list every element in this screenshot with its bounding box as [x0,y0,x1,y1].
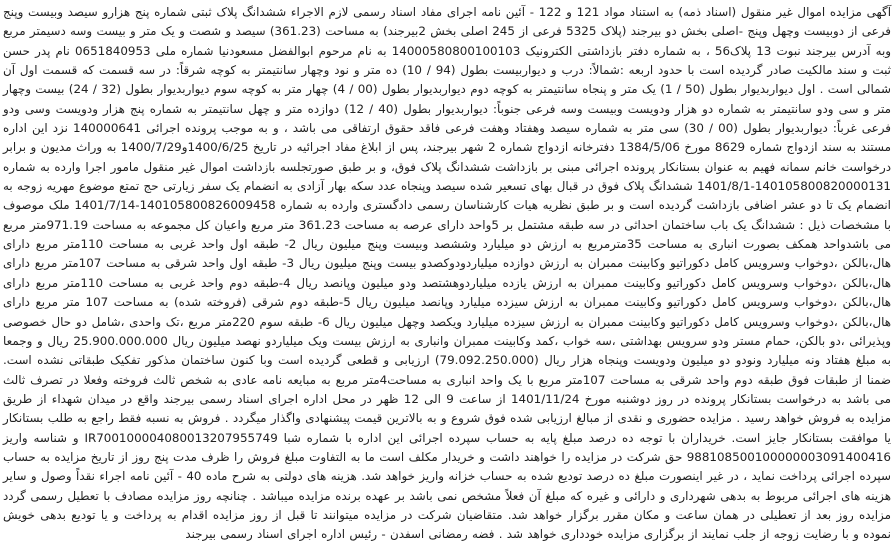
notice-body [3,3,891,548]
notice-text: آگهی مزایده اموال غیر منقول (اسناد ذمه) به استناد مواد 121 و 122 - آئین نامه اجرای مفاد اسناد رسمی لازم الاجراء ششدانگ پلاک ثبتی شماره پنج هزارو سیصد وبیست وپنج فرعی از دوبیست وچهل وپنج -اصلی بخش دو بیرجند (پلاک 5325 فرعی از 245 اصلی بخش 2بیرجند) به مساحت (361.23) سیصد و شصت و یک متر و بیست وسه دسیمتر مربع وبه آدرس بیرجند نبوت 13 پلاک56 ، به شماره دفتر بازداشتی الکترونیک 14000580800100103 به نام مرحوم ابوالفضل مسعودنیا شماره ملی 0651840953 نام پدر حسن ثبت و سند مالکیت صادر گردیده است با حدود اربعه :شمالاً: درب و دیواربیست بطول (94 / 10) ده متر و نود وچهار سانتیمتر به کوچه شرقاً: در سه قسمت که قسمت اول آن شمالی است . اول دیواربدیوار بطول (50 / 1) یک متر و پنجاه سانتیمتر به کوچه دوم دیواربدیوار بطول (00 / 4) چهار متر به کوچه سوم دیواربدیوار بطول (32 / 24) بیست وچهار متر و سی ودو سانتیمتر به شماره دو هزار ودویست وبیست وسه فرعی جنوباً: دیواربدیوار بطول (40 / 12) دوازده متر و چهل سانتیمتر به شماره پنج هزار ودویست وسی ودو فرعی غرباً: دیواربدیوار بطول (00 / 30) سی متر به شماره سیصد وهفتاد وهفت فرعی فاقد حقوق ارتفاقی می باشد ، و به موجب پرونده اجرائی 140000641 نزد این اداره مستند به سند ازدواج شماره 8629 مورخ 1384/5/06 دفترخانه ازدواج شماره 2 شهر بیرجند، پس از ابلاغ مفاد اجرائیه در تاریخ 1400/6/25و1400/7/29 به وراث مدیون و برابر درخواست خانم سمانه فهیم به عنوان بستانکار پرونده اجرائی مبنی بر بازداشت ششدانگ پلاک فوق، و بر طبق صورتجلسه بازداشت اموال غیر منقول مامور اجرا وارده به شماره 140105800820000131-1401/8/1 ششدانگ پلاک فوق در قبال بهای تسعیر شده سیصد وپنجاه عدد سکه بهار آزادی به انضمام یک سفر زیارتی حج تمتع موضوع مهریه زوجه به انضمام یک تا دو عشر اضافی بازداشت گردیده است و بر طبق نظریه هیات کارشناسان رسمی دادگستری وارده به شماره 140105800826009458-1401/7/14 ملک موصوف با مشخصات ذیل : ششدانگ یک باب ساختمان احداثی در سه طبقه مشتمل بر 5واحد دارای عرصه به مساحت 361.23 متر مربع واعیان کل مجموعه به مساحت 971.19متر مربع می باشدواحد همکف بصورت انباری به مساحت 35مترمربع به ارزش دو میلیارد وششصد وبیست وپنج میلیون ریال 2- طبقه اول واحد غربی به مساحت 110متر مربع دارای هال،بالکن ،دوخواب وسرویس کامل دکوراتیو وکابینت ممبران به ارزش دوازده میلیاردودوکصدو بیست وپنج میلیون ریال 3- طبقه اول واحد شرقی به مساحت 107متر مربع دارای هال،بالکن ،دوخواب وسرویس کامل دکوراتیو وکابینت ممبران به ارزش یازده میلیاردوهشتصد ودو میلیون وپانصد ریال 4-طبقه دوم واحد غربی به مساحت 110متر مربع دارای هال،بالکن ،دوخواب وسرویس کامل دکوراتیو وکابینت ممبران به ارزش سیزده میلیارد وپانصد میلیون ریال 5-طبقه دوم شرقی (فروخته شده) به مساحت 107 متر مربع دارای هال،بالکن ،دوخواب وسرویس کامل دکوراتیو وکابینت ممبران به ارزش سیزده میلیارد ویکصد وچهل میلیون ریال 6- طبقه سوم 220متر مربع ،تک واحدی ،شامل دو حال خصوصی وپذیرائی ،دو بالکن، حمام مستر ودو سرویس بهداشتی ،سه خواب ،کمد وکابینت ممبران وانباری به ارزش بیست ویک میلیاردو نهصد میلیون ریال 25.900.000.000 ریال و وجمعا به مبلغ هفتاد ونه میلیارد ونودو دو میلیون ودویست وپنجاه هزار ریال (79.092.250.000) ارزیابی و قطعی گردیده است وبا کنون ساختمان مذکور تفکیک طبقاتی نشده است. ضمنا از طبقات فوق طبقه دوم واحد شرقی به مساحت 107متر مربع با یک واحد انباری به مساحت4متر مربع به مبایعه نامه عادی به شخص ثالث فروخته وفعلا در تصرف ثالث می باشد به درخواست بستانکار پرونده در روز دوشنبه مورخ 1401/11/24 از ساعت 9 الی 12 ظهر در محل اداره اجرای اسناد رسمی بیرجند واقع در میدان شهداء از طریق مزایده به فروش خواهد رسید . مزایده حضوری و نقدی از مبالغ ارزیابی شده فوق شروع و به بالاترین قیمت پیشنهادی واگذار میگردد . فروش به نسبه فقط راجع به طلب بستانکار یا موافقت بستانکار جایز است. خریداران با توجه ده درصد مبلغ پایه به حساب سپرده اجرائی این اداره با شماره شبا IR700100004080013207955749 و شناسه واریز 988108500100000003091400416 حق شرکت در مزایده را خواهند داشت و خریدار مکلف است ما به التفاوت مبلغ فروش را ظرف مدت پنج روز از تاریخ مزایده به حساب سپرده اجرائی پرداخت نماید ، در غیر اینصورت مبلغ ده درصد تودیع شده به حساب خزانه واریز خواهد شد. هزینه های دولتی به شرح ماده 40 - آئین نامه اجراء نقداً وصول و سایر هزینه های اجرائی مربوط به بدهی شهرداری و دارائی و غیره که مبلغ آن فعلاً مشخص نمی باشد بر عهده برنده مزایده میباشد . چنانچه روز مزایده مصادف با تعطیل رسمی گردد مزایده روز بعد از تعطیلی در همان ساعت و مکان مقرر برگزار خواهد شد. متقاضیان شرکت در مزایده میتوانند تا قبل از روز مزایده اقدام به پرداخت و یا تودیع بدهی خویش نموده و با رضایت زوجه از جلب نمایند از برگزاری مزایده خودداری خواهد شد . فضه رمضانی اسفدن - رئیس اداره اجرای اسناد رسمی بیرجند [3,5,892,542]
